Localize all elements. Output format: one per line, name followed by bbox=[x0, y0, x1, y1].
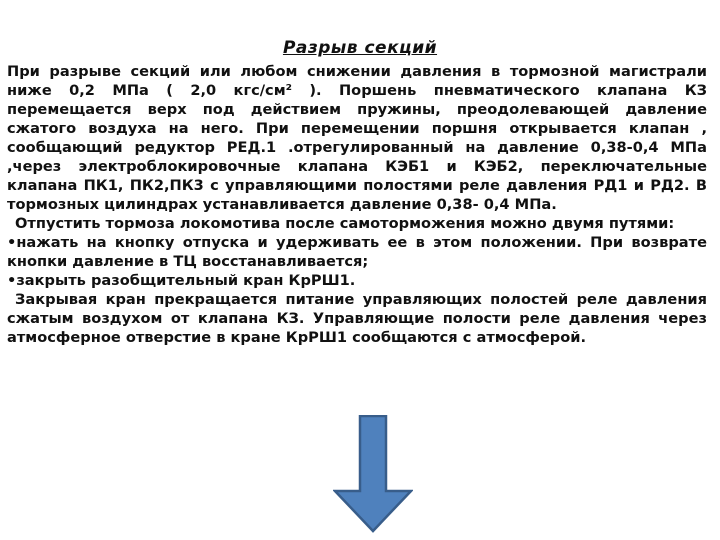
bullet-press-release-button: •нажать на кнопку отпуска и удерживать ее в этом положении. При возврате кнопки давление в ТЦ восстанавливается; bbox=[7, 234, 707, 270]
slide-title: Разрыв секций bbox=[282, 38, 438, 58]
arrow-down-icon bbox=[333, 415, 413, 533]
paragraph-release-ways: Отпустить тормоза локомотива после самоторможения можно двумя путями: bbox=[15, 215, 675, 232]
bullet-close-valve: •закрыть разобщительный кран КрРШ1. bbox=[7, 272, 356, 289]
paragraph-closing-valve: Закрывая кран прекращается питание управляющих полостей реле давления сжатым воздухом от клапана КЗ. Управляющие полости реле давления через атмосферное отверстие в кране КрРШ1 сообщаются с атмосферой. bbox=[7, 291, 707, 346]
slide-body bbox=[7, 62, 707, 347]
paragraph-section-rupture: При разрыве секций или любом снижении давления в тормозной магистрали ниже 0,2 МПа ( 2,0 кгс/см² ). Поршень пневматического клапана КЗ перемещается верх под действием пружины, преодолевающей давление сжатого воздуха на него. При перемещении поршня открывается клапан , сообщающий редуктор РЕД.1 .отрегулированный на давление 0,38-0,4 МПа ,через электроблокировочные клапана КЭБ1 и КЭБ2, переключательные клапана ПК1, ПК2,ПК3 с управляющими полостями реле давления РД1 и РД2. В тормозных цилиндрах устанавливается давление 0,38- 0,4 МПа. bbox=[7, 63, 707, 213]
